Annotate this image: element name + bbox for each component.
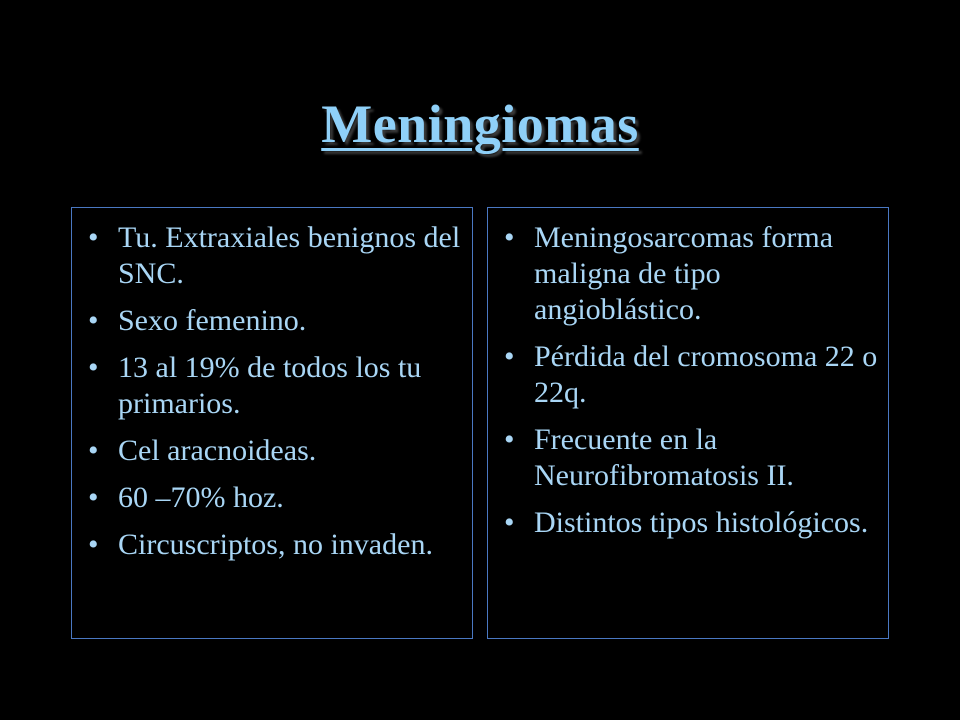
list-item [88,433,462,469]
list-item-text: Pérdida del cromosoma 22 o 22q. [534,340,878,409]
list-item-text: Distintos tipos histológicos. [534,506,869,539]
list-item-text: 60 –70% hoz. [118,481,284,514]
list-item-text: 13 al 19% de todos los tu primarios. [118,351,422,420]
bullet-icon: • [88,304,99,337]
right-bullet-box [487,207,889,639]
list-item [504,422,878,494]
list-item [504,339,878,411]
bullet-icon: • [88,434,99,467]
right-bullet-list [488,208,888,541]
list-item-text: Meningosarcomas forma maligna de tipo angioblástico. [534,221,834,326]
list-item [88,350,462,422]
list-item [88,480,462,516]
bullet-icon: • [88,481,99,514]
bullet-icon: • [88,351,99,384]
bullet-icon: • [504,506,515,539]
list-item-text: Sexo femenino. [118,304,307,337]
bullet-icon: • [88,221,99,254]
list-item-text: Tu. Extraxiales benignos del SNC. [118,221,461,290]
list-item [88,303,462,339]
list-item [88,527,462,563]
page-title: Meningiomas [321,94,639,154]
list-item [504,220,878,328]
list-item-text: Cel aracnoideas. [118,434,317,467]
bullet-icon: • [504,221,515,254]
list-item-text: Frecuente en la Neurofibromatosis II. [534,423,794,492]
list-item [504,505,878,541]
bullet-icon: • [88,528,99,561]
bullet-icon: • [504,423,515,456]
list-item-text: Circuscriptos, no invaden. [118,528,433,561]
left-bullet-box [71,207,473,639]
bullet-icon: • [504,340,515,373]
left-bullet-list [72,208,472,563]
list-item [88,220,462,292]
